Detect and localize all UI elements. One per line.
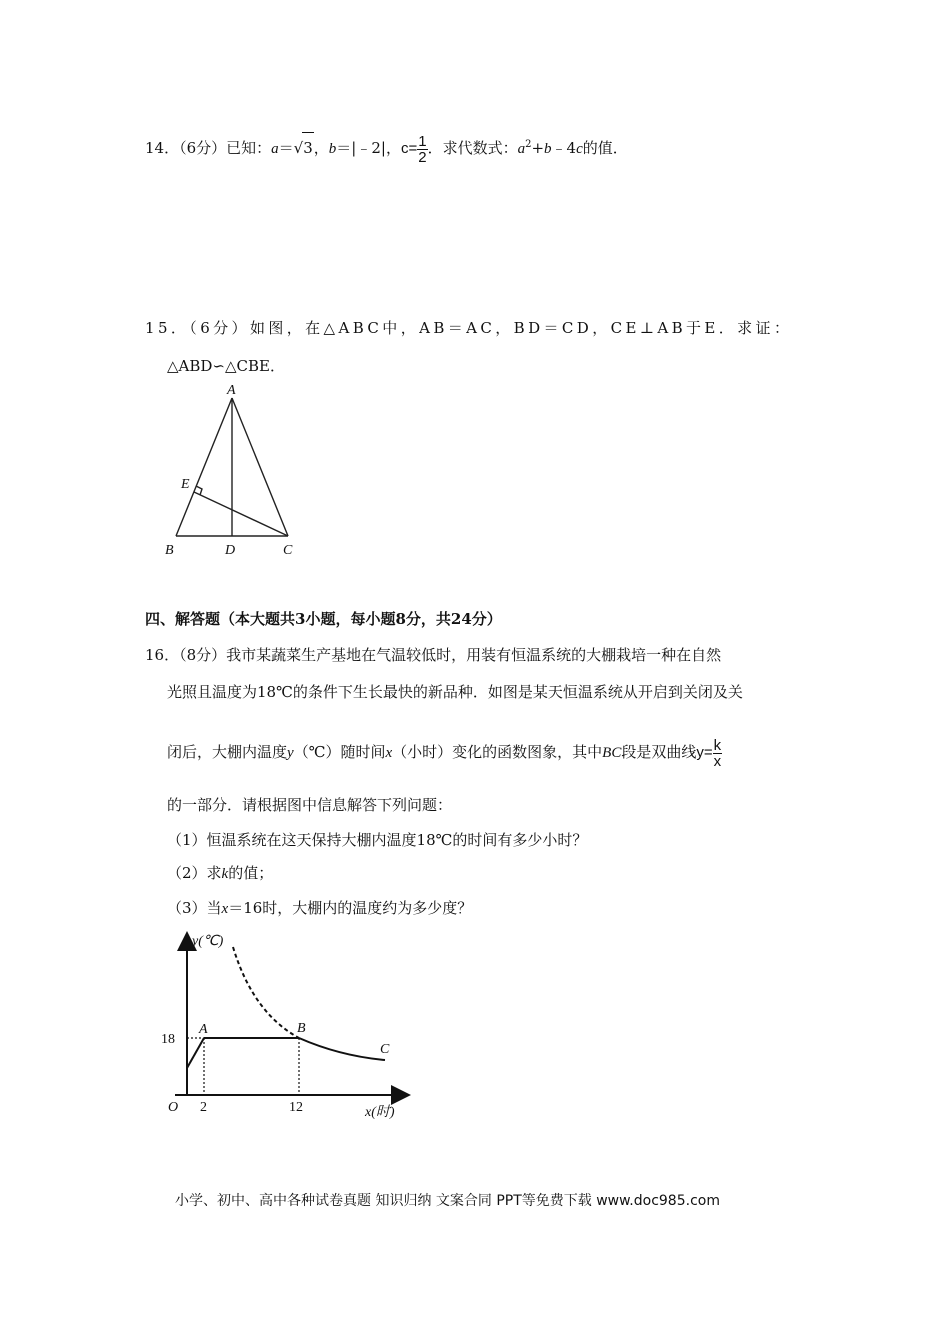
expr-exponent: 2 xyxy=(525,139,532,150)
var-bc: BC xyxy=(602,745,622,761)
question-number: 15． xyxy=(145,319,190,337)
question-text-2: △ABD∽△CBE． xyxy=(167,357,285,375)
text-seg: ＝16时，大棚内的温度约为多少度？ xyxy=(228,899,473,917)
hyperbola-lhs: y= xyxy=(696,744,713,761)
temperature-graph xyxy=(155,925,415,1125)
sub-question-1: （1）恒温系统在这天保持大棚内温度18℃的时间有多少小时？ xyxy=(167,831,588,849)
expr-c: c xyxy=(576,141,583,157)
text-seg: （℃）随时间 xyxy=(293,743,386,761)
question-ask: ．求代数式： xyxy=(427,139,518,157)
b-value: ＝|﹣2|， xyxy=(336,139,401,157)
sqrt-sign: √ xyxy=(293,139,304,157)
label-c: C xyxy=(283,543,293,558)
expr-b: b xyxy=(544,141,552,157)
c-denominator: 2 xyxy=(418,148,427,166)
triangle-figure xyxy=(155,380,315,565)
equals-sign: ＝ xyxy=(278,139,294,157)
var-y: y xyxy=(287,745,294,761)
question-score: （6分） xyxy=(189,319,250,337)
sqrt-radicand: 3 xyxy=(302,132,314,163)
var-x: x xyxy=(221,901,229,917)
hyperbola-numerator: k xyxy=(713,736,722,754)
y-axis-label: y(℃) xyxy=(192,934,224,949)
label-b: B xyxy=(165,543,174,558)
separator: ， xyxy=(313,139,329,157)
var-a: a xyxy=(271,141,279,157)
var-b: b xyxy=(328,141,337,157)
c-numerator: 1 xyxy=(418,132,427,150)
text-seg: （小时）变化的函数图象，其中 xyxy=(392,743,603,761)
section-heading: 四、解答题（本大题共3小题，每小题8分，共24分） xyxy=(145,610,502,628)
question-number: 14． xyxy=(145,139,180,157)
text-seg: 闭后，大棚内温度 xyxy=(167,743,288,761)
label-d: D xyxy=(225,543,236,558)
label-a: A xyxy=(199,1022,208,1037)
y-tick-18: 18 xyxy=(161,1032,175,1047)
hyperbola-denominator: x xyxy=(713,752,722,770)
question-tail: 的值． xyxy=(582,139,628,157)
x-tick-12: 12 xyxy=(289,1100,303,1115)
var-x: x xyxy=(385,745,393,761)
question-15-line1 xyxy=(145,318,792,338)
segment-ac xyxy=(232,398,288,536)
question-16-line4: 的一部分．请根据图中信息解答下列问题： xyxy=(167,796,453,814)
question-number: 16． xyxy=(145,646,180,664)
question-14 xyxy=(145,130,628,166)
text-seg: 段是双曲线 xyxy=(621,743,697,761)
question-16-line3 xyxy=(167,732,722,772)
c-label: c= xyxy=(400,140,418,157)
label-b: B xyxy=(297,1021,306,1036)
origin-label: O xyxy=(168,1100,179,1115)
segment-ab xyxy=(176,398,232,536)
text-seg: （3）当 xyxy=(167,899,222,917)
sub-question-2 xyxy=(167,863,273,884)
text-seg: 的值； xyxy=(228,864,274,882)
label-e: E xyxy=(181,477,190,492)
question-16-line1 xyxy=(145,645,721,665)
segment-ce xyxy=(194,492,288,536)
label-c: C xyxy=(380,1042,390,1057)
question-intro: 已知： xyxy=(226,139,272,157)
question-text: 如图，在△ABC中，AB＝AC，BD＝CD，CE⊥AB于E．求证： xyxy=(249,319,793,337)
page-footer: 小学、初中、高中各种试卷真题 知识归纳 文案合同 PPT等免费下载 www.doc985.com xyxy=(175,1193,720,1209)
question-text: 我市某蔬菜生产基地在气温较低时，用装有恒温系统的大棚栽培一种在自然 xyxy=(226,646,722,664)
segment-oa xyxy=(187,1038,204,1068)
question-score: （8分） xyxy=(179,646,227,664)
hyperbola-fraction xyxy=(713,738,723,769)
label-a: A xyxy=(227,383,236,398)
expr-plus: + xyxy=(531,139,545,157)
dashed-curve-extension xyxy=(233,947,299,1038)
expr-a: a xyxy=(517,141,526,157)
var-k: k xyxy=(221,866,229,882)
question-15-line2 xyxy=(167,356,285,376)
text-seg: （2）求 xyxy=(167,864,222,882)
x-tick-2: 2 xyxy=(200,1100,207,1115)
question-score: （6分） xyxy=(179,139,227,157)
sub-question-3 xyxy=(167,898,472,919)
c-fraction xyxy=(417,134,427,165)
question-16-line2: 光照且温度为18℃的条件下生长最快的新品种．如图是某天恒温系统从开启到关闭及关 xyxy=(167,683,743,701)
curve-bc xyxy=(299,1038,385,1060)
x-axis-label: x(时) xyxy=(365,1105,395,1120)
expr-minus: ﹣4 xyxy=(551,139,577,157)
